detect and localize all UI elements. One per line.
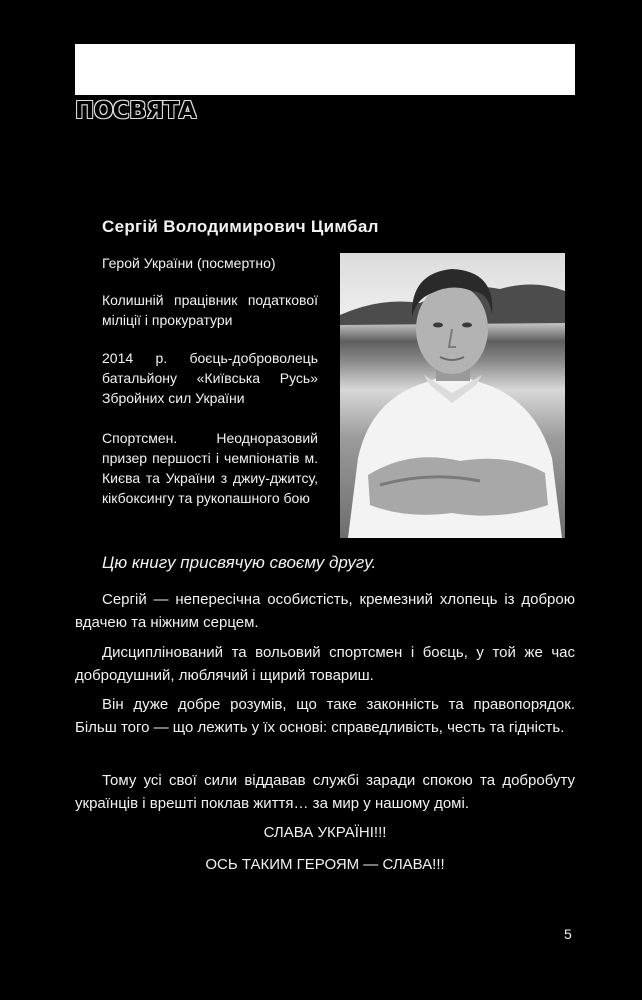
slogan-1: СЛАВА УКРАЇНІ!!! <box>263 824 387 841</box>
portrait-photo <box>340 253 565 538</box>
paragraph-2: Дисциплінований та вольовий спортсмен і боєць, у той же час добродушний, люблячий і щирий товариш. <box>75 644 575 684</box>
slogan-2: ОСЬ ТАКИМ ГЕРОЯМ — СЛАВА!!! <box>205 856 445 873</box>
page-number: 5 <box>564 926 572 942</box>
page-title: ПОСВЯТА <box>75 98 196 124</box>
bio-title: Герой України (посмертно) <box>102 255 276 271</box>
bio-military: 2014 р. боєць-доброволець батальйону «Київська Русь» Збройних сил України <box>102 350 318 406</box>
portrait-illustration <box>340 253 565 538</box>
paragraph-4: Тому усі свої сили віддавав службі заради спокою та добробуту українців і врешті поклав життя… за мир у нашому домі. <box>75 772 575 812</box>
person-name: Сергій Володимирович Цимбал <box>102 217 379 236</box>
bio-sport: Спортсмен. Неодноразовий призер першості і чемпіонатів м. Києва та України з джиу-джитсу, кікбоксингу та рукопашного бою <box>102 430 318 506</box>
bio-career: Колишній працівник податкової міліції і прокуратури <box>102 292 318 328</box>
dedication-line: Цю книгу присвячую своєму другу. <box>102 553 377 572</box>
paragraph-3: Він дуже добре розумів, що таке законність та правопорядок. Більш того — що лежить у їх основі: справедливість, честь та гідність. <box>75 696 575 736</box>
header-bar <box>75 44 575 95</box>
paragraph-1: Сергій — непересічна особистість, кремезний хлопець із доброю вдачею та ніжним серцем. <box>75 591 575 631</box>
